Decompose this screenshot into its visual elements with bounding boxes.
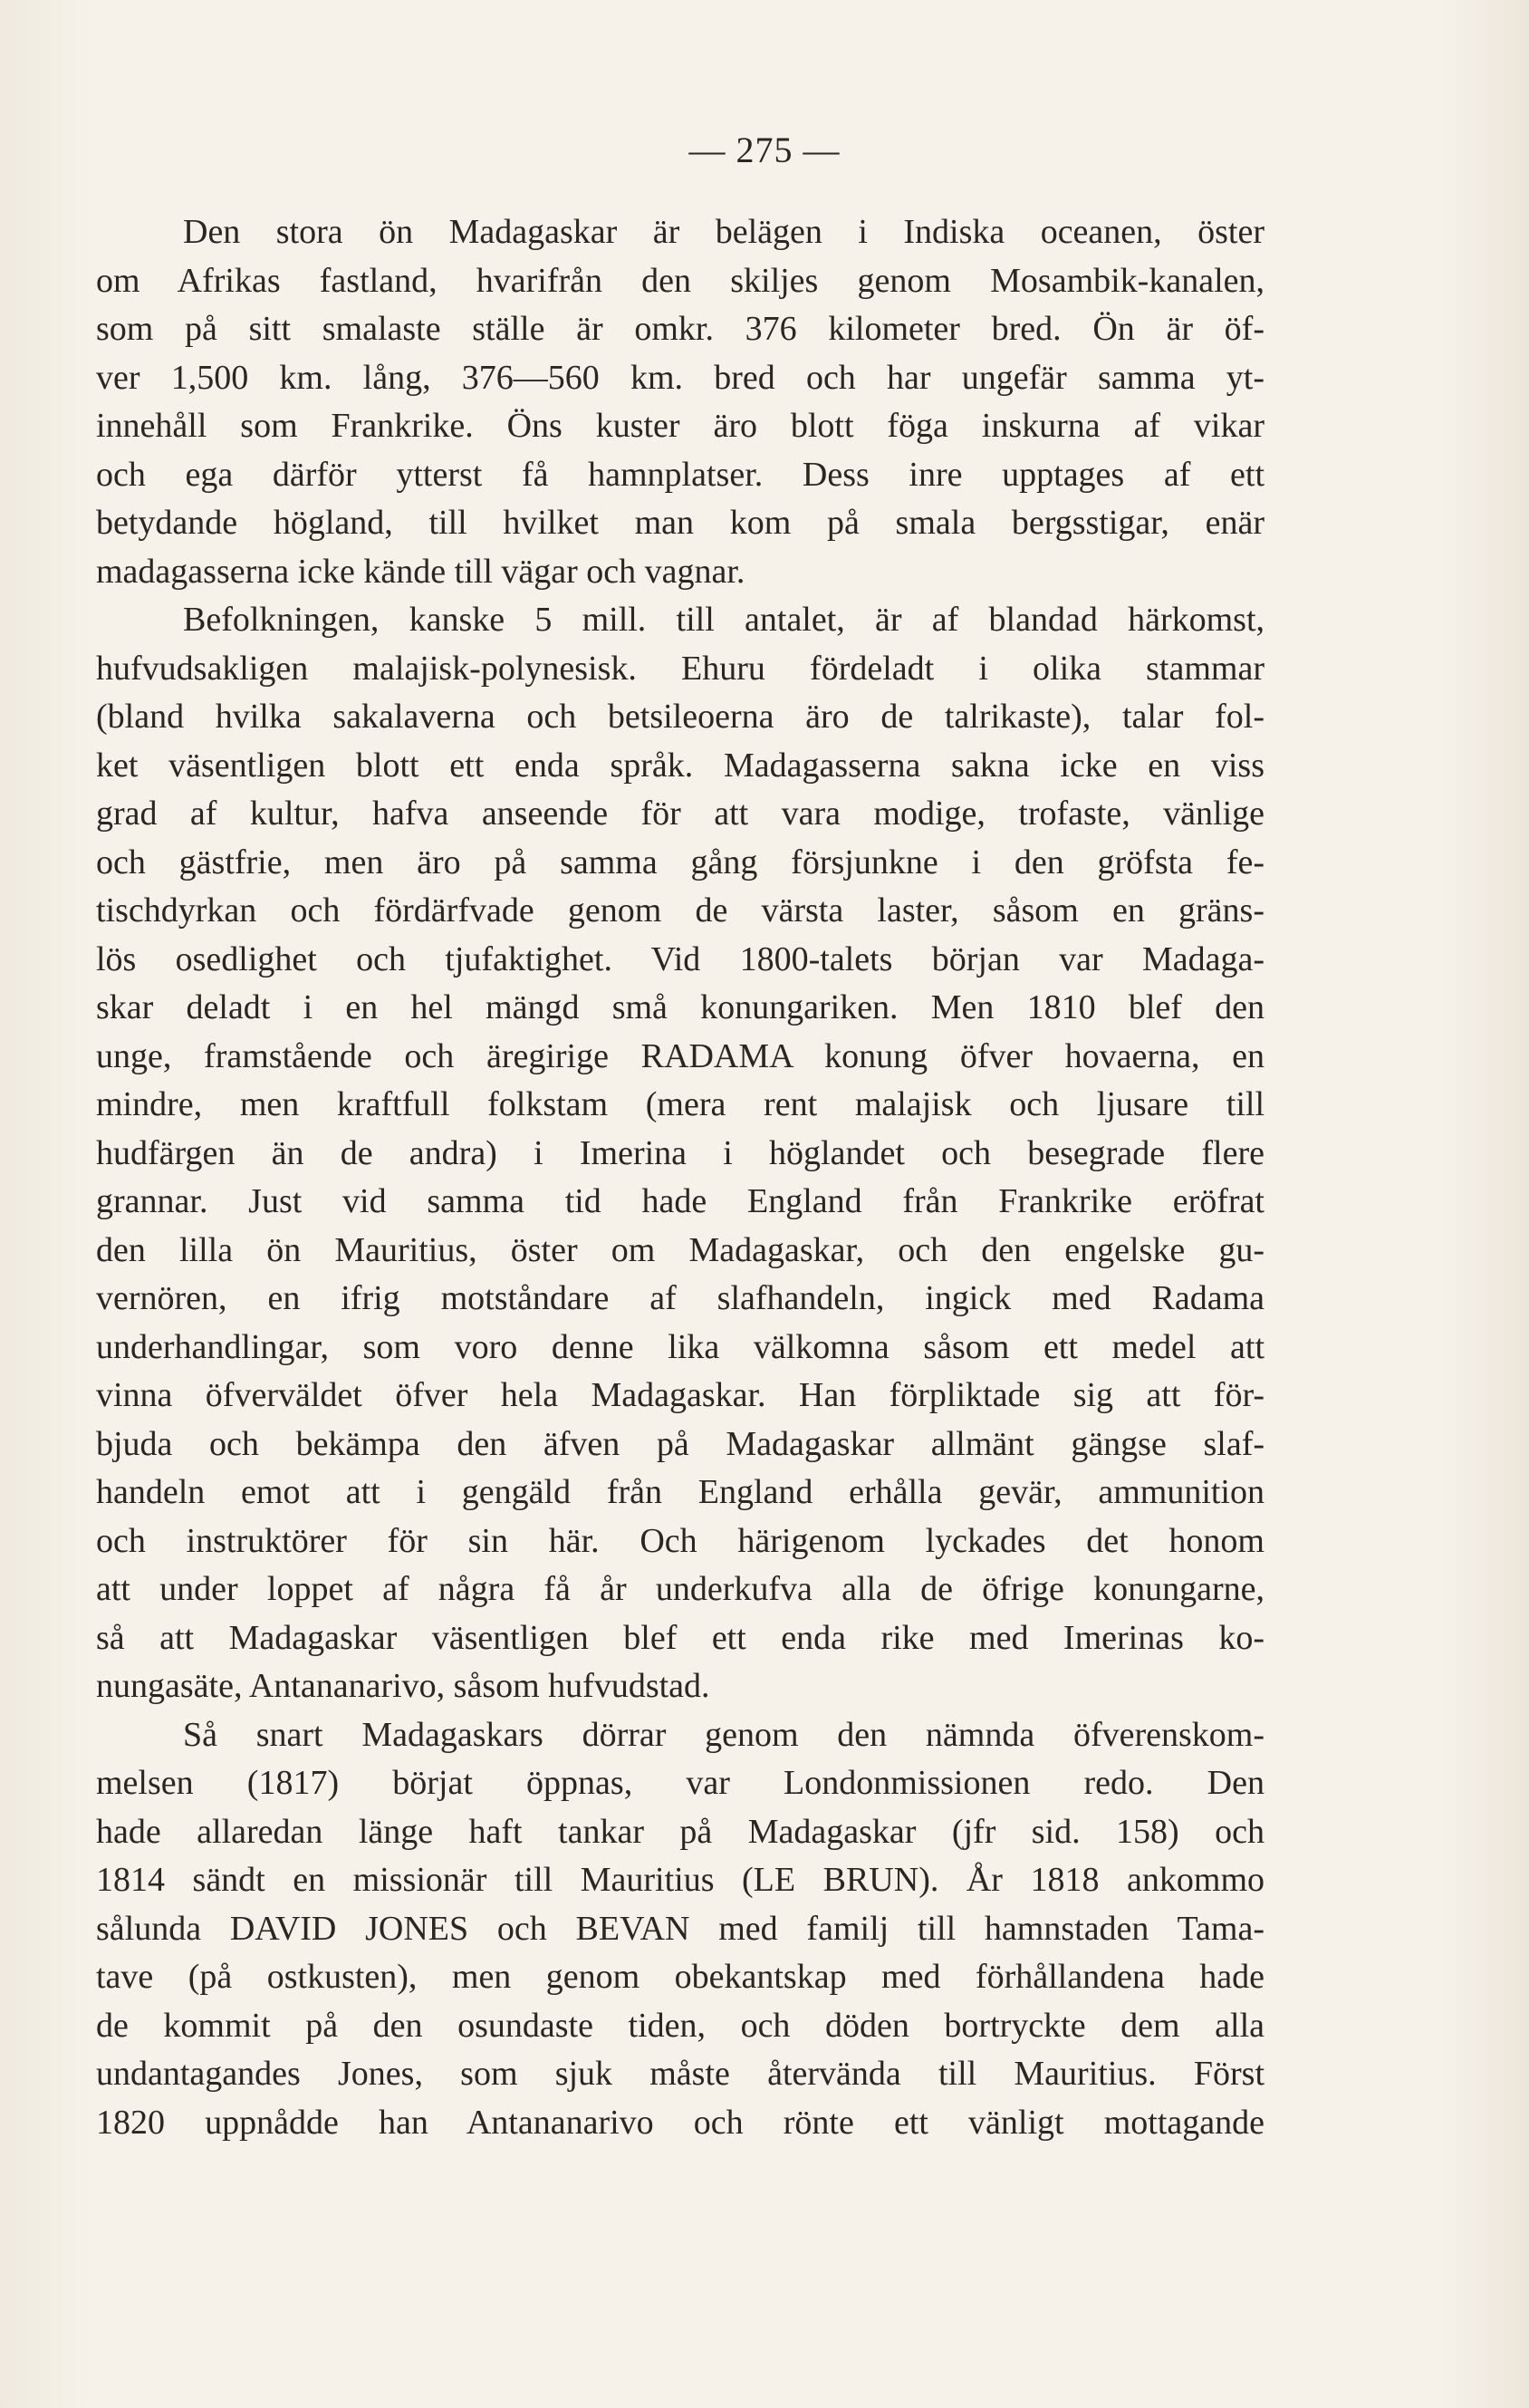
text-line: vinna öfverväldet öfver hela Madagaskar. Han förpliktade sig att för- — [96, 1376, 1265, 1414]
text-line: skar deladt i en hel mängd små konungariken. Men 1810 blef den — [96, 988, 1265, 1026]
text-line: grannar. Just vid samma tid hade England från Frankrike eröfrat — [96, 1182, 1265, 1220]
text-line: underhandlingar, som voro denne lika välkomna såsom ett medel att — [96, 1327, 1265, 1366]
text-line: om Afrikas fastland, hvarifrån den skiljes genom Mosambik-kanalen, — [96, 261, 1265, 300]
text-line: madagasserna icke kände till vägar och vagnar. — [96, 552, 745, 591]
text-line: unge, framstående och äregirige RADAMA konung öfver hovaerna, en — [96, 1036, 1265, 1075]
body-text — [96, 208, 1265, 2147]
text-line: bjuda och bekämpa den äfven på Madagaskar allmänt gängse slaf- — [96, 1424, 1265, 1463]
text-line: och instruktörer för sin här. Och härigenom lyckades det honom — [96, 1521, 1265, 1560]
text-line: de kommit på den osundaste tiden, och döden bortryckte dem alla — [96, 2006, 1265, 2045]
text-line: tischdyrkan och fördärfvade genom de värsta laster, såsom en gräns- — [96, 891, 1265, 929]
text-line: nungasäte, Antananarivo, såsom hufvudstad. — [96, 1667, 710, 1705]
text-line: betydande högland, till hvilket man kom på smala bergsstigar, enär — [96, 504, 1265, 542]
text-line: så att Madagaskar väsentligen blef ett enda rike med Imerinas ko- — [96, 1618, 1265, 1657]
text-line: att under loppet af några få år underkufva alla de öfrige konungarne, — [96, 1570, 1265, 1608]
text-line: och gästfrie, men äro på samma gång försjunkne i den gröfsta fe- — [96, 843, 1265, 881]
text-line: grad af kultur, hafva anseende för att vara modige, trofaste, vänlige — [96, 795, 1265, 833]
paragraph-1 — [96, 208, 1265, 596]
text-line: 1820 uppnådde han Antananarivo och rönte ett vänligt mottagande — [96, 2103, 1265, 2142]
text-line: Den stora ön Madagaskar är belägen i Indiska oceanen, öster — [183, 213, 1265, 251]
paragraph-3 — [96, 1711, 1265, 2148]
text-line: melsen (1817) börjat öppnas, var Londonmissionen redo. Den — [96, 1764, 1265, 1802]
text-line: ket väsentligen blott ett enda språk. Madagasserna sakna icke en viss — [96, 746, 1265, 785]
text-line: hufvudsakligen malajisk-polynesisk. Ehuru fördeladt i olika stammar — [96, 649, 1265, 688]
text-line: undantagandes Jones, som sjuk måste återvända till Mauritius. Först — [96, 2055, 1265, 2093]
text-line: (bland hvilka sakalaverna och betsileoerna äro de talrikaste), talar fol- — [96, 698, 1265, 736]
text-line: sålunda DAVID JONES och BEVAN med familj till hamnstaden Tama- — [96, 1909, 1265, 1948]
text-line: hade allaredan länge haft tankar på Madagaskar (jfr sid. 158) och — [96, 1812, 1265, 1851]
text-line: hudfärgen än de andra) i Imerina i höglandet och besegrade flere — [96, 1133, 1265, 1172]
text-line: vernören, en ifrig motståndare af slafhandeln, ingick med Radama — [96, 1279, 1265, 1317]
text-line: mindre, men kraftfull folkstam (mera rent malajisk och ljusare till — [96, 1085, 1265, 1123]
text-line: innehåll som Frankrike. Öns kuster äro blott föga inskurna af vikar — [96, 407, 1265, 445]
text-line: lös osedlighet och tjufaktighet. Vid 1800-talets början var Madaga- — [96, 939, 1265, 978]
paragraph-2 — [96, 596, 1265, 1711]
page-number: — 275 — — [688, 130, 841, 170]
text-line: som på sitt smalaste ställe är omkr. 376 kilometer bred. Ön är öf- — [96, 310, 1265, 348]
text-line: Befolkningen, kanske 5 mill. till antalet, är af blandad härkomst, — [183, 601, 1265, 639]
text-line: den lilla ön Mauritius, öster om Madagaskar, och den engelske gu- — [96, 1230, 1265, 1269]
text-line: handeln emot att i gengäld från England erhålla gevär, ammunition — [96, 1473, 1265, 1511]
text-line: och ega därför ytterst få hamnplatser. Dess inre upptages af ett — [96, 455, 1265, 494]
text-line: 1814 sändt en missionär till Mauritius (LE BRUN). År 1818 ankommo — [96, 1861, 1265, 1899]
text-line: ver 1,500 km. lång, 376—560 km. bred och har ungefär samma yt- — [96, 358, 1265, 397]
text-line: Så snart Madagaskars dörrar genom den nämnda öfverenskom- — [183, 1715, 1265, 1754]
text-line: tave (på ostkusten), men genom obekantskap med förhållandena hade — [96, 1958, 1265, 1996]
